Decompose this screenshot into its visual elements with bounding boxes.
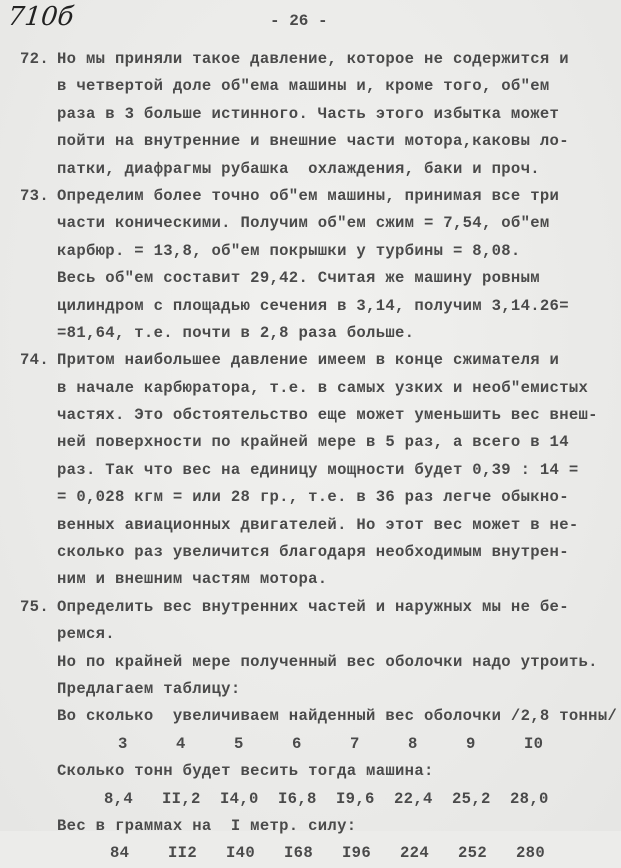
line-text: раза в 3 больше истинного. Часть этого избытка может <box>57 104 560 123</box>
line-text: Во сколько увеличиваем найденный вес оболочки /2,8 тонны/ <box>57 707 618 726</box>
text-line <box>0 46 621 73</box>
table-cell: 6 <box>292 734 302 753</box>
line-text: сколько раз увеличится благодаря необходимым внутрен- <box>57 543 569 562</box>
line-text: Сколько тонн будет весить тогда машина: <box>57 762 434 781</box>
line-text: Весь об"ем составит 29,42. Считая же машину ровным <box>57 269 540 288</box>
table-cell: 22,4 <box>394 789 433 808</box>
text-line <box>0 375 621 402</box>
table-row-multipliers <box>0 731 621 758</box>
text-line <box>0 347 621 374</box>
line-text: =81,64, т.е. почти в 2,8 раза больше. <box>57 323 415 342</box>
line-text: Притом наибольшее давление имеем в конце сжимателя и <box>57 351 560 370</box>
text-line <box>0 183 621 210</box>
text-line <box>0 429 621 456</box>
text-line <box>0 566 621 593</box>
table-cell: I0 <box>524 734 544 753</box>
table-cell: I6,8 <box>278 789 317 808</box>
line-text: пойти на внутренние и внешние части мотора,каковы ло- <box>57 132 569 151</box>
table-row-grams <box>0 840 621 867</box>
table-cell: I40 <box>226 844 255 863</box>
table-cell: 8 <box>408 734 418 753</box>
line-text: раз. Так что вес на единицу мощности будет 0,39 : 14 = <box>57 460 579 479</box>
table-label <box>0 758 621 785</box>
line-text: = 0,028 кгм = или 28 гр., т.е. в 36 раз легче обыкно- <box>57 488 569 507</box>
table-cell: 280 <box>516 844 545 863</box>
table-label <box>0 813 621 840</box>
paragraph-number: 74. <box>20 351 49 370</box>
text-line <box>0 210 621 237</box>
line-text: Но по крайней мере полученный вес оболочки надо утроить. <box>57 652 598 671</box>
table-cell: 9 <box>466 734 476 753</box>
table-cell: 5 <box>234 734 244 753</box>
paragraph-number: 75. <box>20 597 49 616</box>
text-line <box>0 156 621 183</box>
table-cell: 8,4 <box>104 789 133 808</box>
page-number: - 26 - <box>270 12 328 30</box>
table-values <box>104 786 568 813</box>
table-cell: I68 <box>284 844 313 863</box>
text-line <box>0 512 621 539</box>
line-text: патки, диафрагмы рубашка охлаждения, баки и проч. <box>57 159 540 178</box>
text-line <box>0 594 621 621</box>
table-cell: 252 <box>458 844 487 863</box>
line-text: цилиндром с площадью сечения в 3,14, получим 3,14.26= <box>57 296 569 315</box>
handwritten-archive-mark: 710б <box>6 2 76 32</box>
text-line <box>0 703 621 730</box>
table-cell: 224 <box>400 844 429 863</box>
table-cell: II,2 <box>162 789 201 808</box>
table-cell: 7 <box>350 734 360 753</box>
line-text: части коническими. Получим об"ем сжим = 7,54, об"ем <box>57 214 550 233</box>
paragraph-number: 73. <box>20 186 49 205</box>
line-text: в четвертой доле об"ема машины и, кроме того, об"ем <box>57 77 550 96</box>
table-cell: 4 <box>176 734 186 753</box>
text-line <box>0 402 621 429</box>
line-text: Определим более точно об"ем машины, принимая все три <box>57 186 560 205</box>
table-cell: I9,6 <box>336 789 375 808</box>
text-line <box>0 73 621 100</box>
line-text: ним и внешним частям мотора. <box>57 570 328 589</box>
text-line <box>0 621 621 648</box>
table-row-tons <box>0 786 621 813</box>
line-text: карбюр. = 13,8, об"ем покрышки у турбины = 8,08. <box>57 241 521 260</box>
text-line <box>0 676 621 703</box>
table-cell: 28,0 <box>510 789 549 808</box>
line-text: Определить вес внутренних частей и наружных мы не бе- <box>57 597 569 616</box>
table-cell: 84 <box>110 844 130 863</box>
line-text: ней поверхности по крайней мере в 5 раз, а всего в 14 <box>57 433 569 452</box>
text-line <box>0 101 621 128</box>
text-line <box>0 484 621 511</box>
table-cell: I4,0 <box>220 789 259 808</box>
table-cell: II2 <box>168 844 197 863</box>
table-values <box>118 731 582 758</box>
text-line <box>0 128 621 155</box>
text-line <box>0 320 621 347</box>
line-text: венных авиационных двигателей. Но этот вес может в не- <box>57 515 579 534</box>
line-text: частях. Это обстоятельство еще может уменьшить вес внеш- <box>57 406 598 425</box>
document-body <box>0 46 621 868</box>
text-line <box>0 293 621 320</box>
table-cell: I96 <box>342 844 371 863</box>
text-line <box>0 649 621 676</box>
text-line <box>0 539 621 566</box>
text-line <box>0 457 621 484</box>
line-text: Но мы приняли такое давление, которое не содержится и <box>57 50 569 68</box>
table-cell: 3 <box>118 734 128 753</box>
line-text: в начале карбюратора, т.е. в самых узких и необ"емистых <box>57 378 589 397</box>
line-text: ремся. <box>57 625 115 644</box>
text-line <box>0 265 621 292</box>
text-line <box>0 238 621 265</box>
table-cell: 25,2 <box>452 789 491 808</box>
line-text: Предлагаем таблицу: <box>57 679 241 698</box>
table-values <box>110 840 574 867</box>
line-text: Вес в граммах на I метр. силу: <box>57 816 357 835</box>
paragraph-number: 72. <box>20 50 49 68</box>
